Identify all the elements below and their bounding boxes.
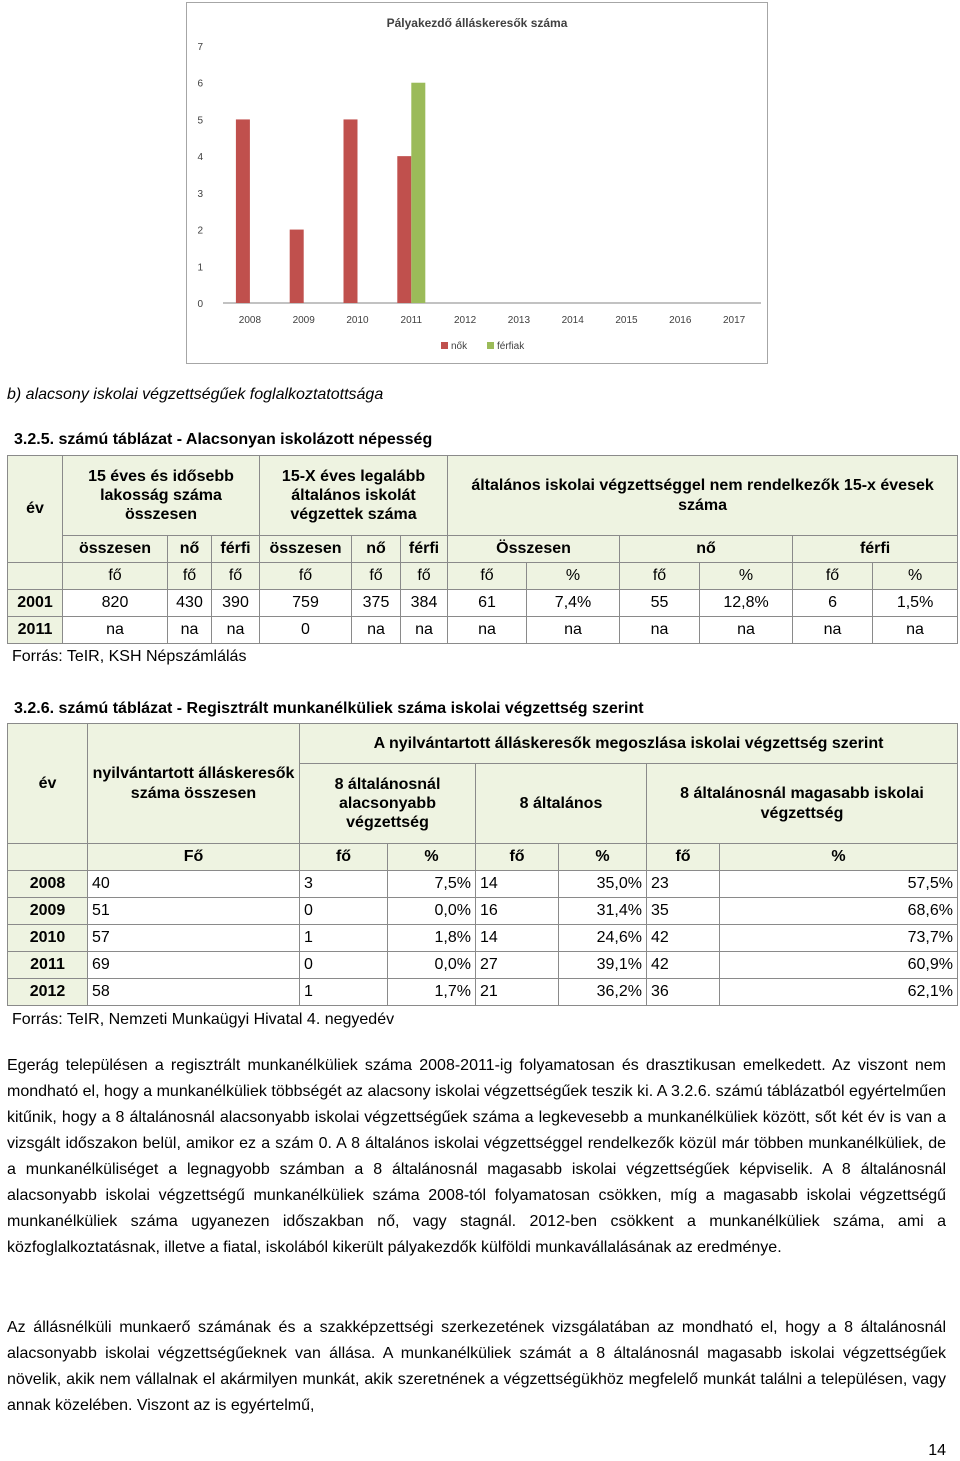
table2-cell: 68,6% — [720, 898, 958, 925]
legend-swatch — [441, 342, 448, 349]
table1-source: Forrás: TeIR, KSH Népszámlálás — [12, 648, 247, 665]
table1-unit-cell: fő — [793, 563, 873, 590]
table1-unit-cell: fő — [63, 563, 168, 590]
table2-cell: 7,5% — [388, 871, 476, 898]
table1-cell: na — [212, 617, 260, 644]
legend-label: férfiak — [497, 341, 525, 352]
table2-cell: 2012 — [8, 979, 88, 1006]
table2-unit-cell: fő — [647, 844, 720, 871]
table1-sub-cell: összesen — [63, 536, 168, 563]
section-heading: b) alacsony iskolai végzettségűek foglalkoztatottsága — [7, 386, 384, 403]
legend-label: nők — [451, 341, 468, 352]
table1-sub-cell: nő — [352, 536, 401, 563]
table1-cell: 759 — [260, 590, 352, 617]
table2-cell: 14 — [476, 871, 559, 898]
table1-cell: na — [63, 617, 168, 644]
table2-cell: 24,6% — [559, 925, 647, 952]
legend-swatch — [487, 342, 494, 349]
x-tick-label: 2012 — [453, 315, 477, 326]
table1-unit-cell: fő — [448, 563, 527, 590]
y-tick-label: 0 — [197, 299, 203, 310]
x-tick-label: 2017 — [722, 315, 746, 326]
table2-unit-empty — [8, 844, 88, 871]
y-tick-label: 6 — [197, 78, 203, 90]
y-tick-label: 7 — [197, 42, 203, 53]
x-tick-label: 2015 — [615, 315, 638, 326]
table1-cell: na — [527, 617, 620, 644]
bar-chart — [186, 2, 768, 364]
table1-cell: 0 — [260, 617, 352, 644]
table2-source: Forrás: TeIR, Nemzeti Munkaügyi Hivatal 4. negyedév — [12, 1011, 395, 1028]
table1-cell: 384 — [401, 590, 448, 617]
table2-unit-cell: Fő — [88, 844, 300, 871]
table2-row — [8, 925, 958, 952]
table1-cell: 61 — [448, 590, 527, 617]
table2-cell: 42 — [647, 925, 720, 952]
table2-cell: 0 — [300, 898, 388, 925]
table1-cell: 375 — [352, 590, 401, 617]
table1-sub-cell: férfi — [401, 536, 448, 563]
table1-title: 3.2.5. számú táblázat - Alacsonyan iskolázott népesség — [14, 431, 433, 448]
table1-row — [8, 590, 958, 617]
table2-cell: 1 — [300, 925, 388, 952]
x-tick-label: 2008 — [238, 315, 262, 326]
table1-unit-cell: fő — [260, 563, 352, 590]
table1-cell: 7,4% — [527, 590, 620, 617]
x-tick-label: 2016 — [669, 315, 692, 326]
table1-sub-cell: férfi — [212, 536, 260, 563]
table2-cell: 2008 — [8, 871, 88, 898]
table2-cell: 62,1% — [720, 979, 958, 1006]
table2-cell: 73,7% — [720, 925, 958, 952]
table2-cell: 36,2% — [559, 979, 647, 1006]
table1-unit-cell: fő — [401, 563, 448, 590]
table1-cell: 390 — [212, 590, 260, 617]
table2-header-ev: év — [8, 724, 88, 844]
table1-sub-cell: nő — [620, 536, 793, 563]
table2-cell: 31,4% — [559, 898, 647, 925]
bar-nők-2008 — [236, 119, 250, 303]
table2-cell: 27 — [476, 952, 559, 979]
table1-unit-cell: % — [527, 563, 620, 590]
table2-cell: 3 — [300, 871, 388, 898]
body-paragraph-2: Az állásnélküli munkaerő számának és a szakképzettségi szerkezetének vizsgálatában az mondható el, hogy a 8 általánosnál alacsonyabb iskolai végzettségűeknek van állása. A munkanélküliek számát a 8 általánosnál magasabb iskolai végzettségűek növelik, akik nem vállalnak el akármilyen munkát, akik szeretnének a végzettségükhöz megfelelő munkát találni a településen, vagy annak közelében. Viszont az is egyértelmű, — [7, 1319, 946, 1414]
table1-header-pop: 15 éves és idősebb lakosság száma összesen — [63, 456, 260, 536]
table1-cell: na — [793, 617, 873, 644]
table1-sub-cell: férfi — [793, 536, 958, 563]
table1-cell: 820 — [63, 590, 168, 617]
table2-cell: 36 — [647, 979, 720, 1006]
bar-nők-2011 — [397, 156, 411, 303]
x-tick-label: 2014 — [561, 315, 584, 326]
table1-unit-cell: fő — [352, 563, 401, 590]
table1-cell: na — [401, 617, 448, 644]
table1-cell: 6 — [793, 590, 873, 617]
x-tick-label: 2011 — [400, 315, 423, 326]
table2-cell: 1,7% — [388, 979, 476, 1006]
table1-cell: na — [352, 617, 401, 644]
bar-nők-2010 — [344, 119, 358, 303]
table1-cell: na — [620, 617, 700, 644]
table2-row — [8, 952, 958, 979]
table2-cell: 2009 — [8, 898, 88, 925]
table1-cell: na — [168, 617, 212, 644]
table2-cell: 23 — [647, 871, 720, 898]
y-tick-label: 2 — [197, 225, 203, 237]
table2-row — [8, 871, 958, 898]
table2-cell: 1,8% — [388, 925, 476, 952]
table2-cell: 69 — [88, 952, 300, 979]
table1-header-educated: 15-X éves legalább általános iskolát végzettek száma — [260, 456, 448, 536]
table1-cell: na — [700, 617, 793, 644]
table1-cell: na — [873, 617, 958, 644]
table2-unit-cell: fő — [476, 844, 559, 871]
table2-cell: 57,5% — [720, 871, 958, 898]
y-tick-label: 4 — [197, 152, 203, 164]
body-paragraph-1: Egerág településen a regisztrált munkanélküliek száma 2008-2011-ig folyamatosan és drasztikusan emelkedett. Az viszont nem mondható el, hogy a munkanélküliek többségét az alacsony iskolai végzettségűek teszik ki. A 3.2.6. számú táblázatból egyértelműen kitűnik, hogy a 8 általánosnál alacsonyabb iskolai végzettségűek száma a legkevesebb a munkanélküliek között, sőt két év is van a vizsgált időszakon belül, amikor ez a szám 0. A 8 általános iskolai végzettséggel rendelkezők közül már többen munkanélküliek, de a munkanélküliséget a legnagyobb számban a 8 általánosnál magasabb iskolai végzettségűek képviselik. A 8 általánosnál alacsonyabb iskolai végzettségű munkanélküliek száma 2008-tól folyamatosan csökken, míg a magasabb iskolai végzettségű munkanélküliek száma ugyanezen időszakban nő, vagy stagnál. 2012-ben csökkent a munkanélküliek száma, ami a közfoglalkoztatásnak, illetve a fiatal, iskolából kikerült pályakezdők külföldi munkavállalásának az eredménye. — [7, 1057, 946, 1256]
table2-cell: 1 — [300, 979, 388, 1006]
table1-unit-cell: % — [873, 563, 958, 590]
x-tick-label: 2009 — [292, 315, 315, 326]
table2-cell: 14 — [476, 925, 559, 952]
table1-cell: 1,5% — [873, 590, 958, 617]
table1-sub-cell: összesen — [260, 536, 352, 563]
chart-bars — [236, 83, 425, 303]
y-tick-label: 3 — [197, 188, 203, 200]
chart-svg — [187, 3, 767, 363]
table2-cell: 0 — [300, 952, 388, 979]
table2-cell: 57 — [88, 925, 300, 952]
table2-header-high: 8 általánosnál magasabb iskolai végzettség — [647, 764, 958, 844]
y-tick-labels — [197, 42, 203, 310]
table1-unit-cell: fő — [620, 563, 700, 590]
x-tick-label: 2010 — [346, 315, 369, 326]
table1-sub-cell: nő — [168, 536, 212, 563]
table2-cell: 60,9% — [720, 952, 958, 979]
table2-cell: 0,0% — [388, 898, 476, 925]
table2-cell: 0,0% — [388, 952, 476, 979]
table1-cell: 2001 — [8, 590, 63, 617]
table2-cell: 35 — [647, 898, 720, 925]
table2-cell: 16 — [476, 898, 559, 925]
table2-unit-cell: % — [720, 844, 958, 871]
table2-cell: 39,1% — [559, 952, 647, 979]
bar-férfiak-2011 — [411, 83, 425, 303]
x-tick-labels — [239, 315, 746, 326]
table1 — [7, 455, 958, 644]
table2-cell: 42 — [647, 952, 720, 979]
table2-header-total: nyilvántartott álláskeresők száma összesen — [88, 724, 300, 844]
y-tick-label: 1 — [197, 262, 203, 274]
chart-legend — [441, 341, 525, 352]
table2-cell: 21 — [476, 979, 559, 1006]
table1-unit-cell: % — [700, 563, 793, 590]
table2-row — [8, 898, 958, 925]
table1-header-ev: év — [8, 456, 63, 563]
table2-cell: 51 — [88, 898, 300, 925]
table2-cell: 2011 — [8, 952, 88, 979]
table2-cell: 2010 — [8, 925, 88, 952]
table2-row — [8, 979, 958, 1006]
table2-title: 3.2.6. számú táblázat - Regisztrált munkanélküliek száma iskolai végzettség szerint — [14, 700, 644, 717]
table1-cell: 2011 — [8, 617, 63, 644]
table1-unit-empty — [8, 563, 63, 590]
page-number: 14 — [928, 1442, 946, 1459]
table2-cell: 58 — [88, 979, 300, 1006]
table1-cell: 430 — [168, 590, 212, 617]
bar-nők-2009 — [290, 230, 304, 303]
table1-cell: na — [448, 617, 527, 644]
table1-header-uneducated: általános iskolai végzettséggel nem rendelkezők 15-x évesek száma — [448, 456, 958, 536]
table2-cell: 40 — [88, 871, 300, 898]
table1-unit-cell: fő — [212, 563, 260, 590]
table2-header-dist: A nyilvántartott álláskeresők megoszlása iskolai végzettség szerint — [300, 724, 958, 764]
table2-unit-cell: fő — [300, 844, 388, 871]
table2 — [7, 723, 958, 1006]
x-tick-label: 2013 — [507, 315, 531, 326]
table2-unit-cell: % — [388, 844, 476, 871]
chart-title: Pályakezdő álláskeresők száma — [386, 16, 568, 30]
table2-header-low: 8 általánosnál alacsonyabb végzettség — [300, 764, 476, 844]
y-tick-label: 5 — [197, 115, 203, 127]
table1-unit-cell: fő — [168, 563, 212, 590]
table2-cell: 35,0% — [559, 871, 647, 898]
table1-cell: 55 — [620, 590, 700, 617]
table1-cell: 12,8% — [700, 590, 793, 617]
table2-header-mid: 8 általános — [476, 764, 647, 844]
table1-sub-cell: Összesen — [448, 536, 620, 563]
table2-unit-cell: % — [559, 844, 647, 871]
table1-row — [8, 617, 958, 644]
